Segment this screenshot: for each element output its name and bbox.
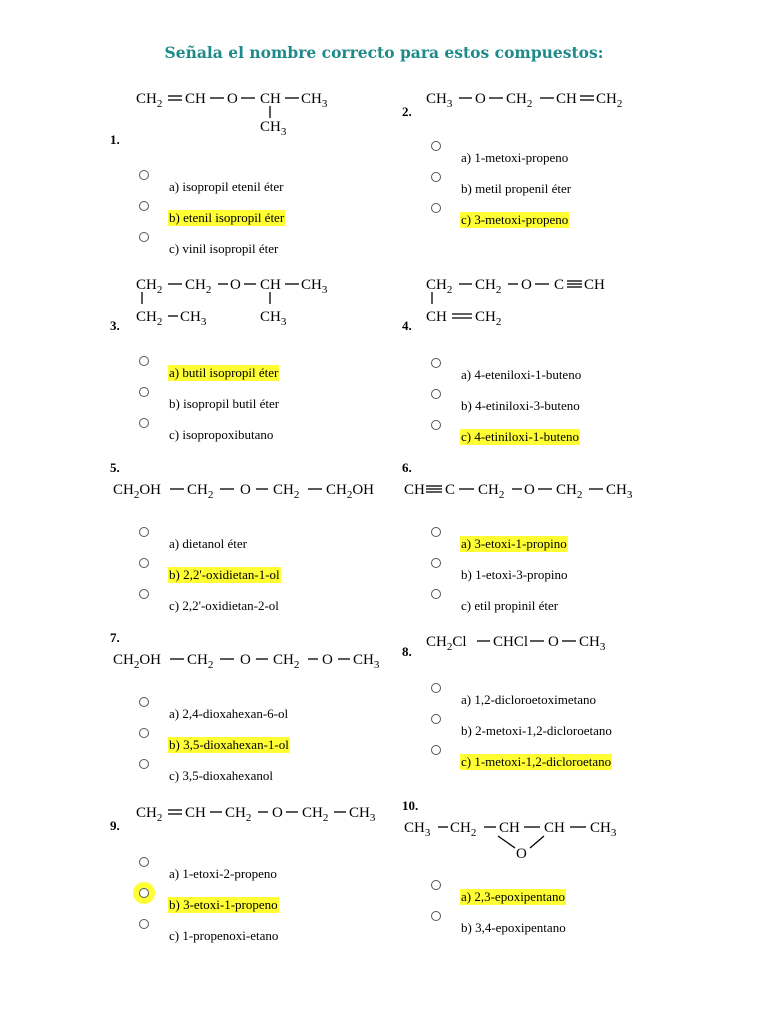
option-label: b) 2-metoxi-1,2-dicloroetano xyxy=(461,723,612,738)
radio-button[interactable] xyxy=(139,759,149,769)
radio-button[interactable] xyxy=(431,683,441,693)
svg-text:CH2: $CH_2$ xyxy=(225,805,252,824)
option-label: b) 3-etoxi-1-propeno xyxy=(169,897,278,912)
chemical-formula xyxy=(402,628,642,658)
svg-text:C: C xyxy=(445,482,456,498)
radio-button[interactable] xyxy=(431,203,441,213)
svg-text:O: O xyxy=(240,482,251,498)
option-c[interactable] xyxy=(402,420,702,451)
svg-text:CH2OH: $CH_2OH$ xyxy=(326,482,375,501)
option-label: c) 3,5-dioxahexanol xyxy=(169,768,273,783)
option-b[interactable] xyxy=(110,387,410,418)
radio-button[interactable] xyxy=(431,389,441,399)
svg-text:CH: CH xyxy=(185,805,206,821)
option-c[interactable] xyxy=(110,589,410,620)
option-b[interactable] xyxy=(110,558,410,589)
option-a[interactable] xyxy=(110,356,410,387)
svg-text:O: O xyxy=(240,652,251,668)
chemical-formula xyxy=(402,476,672,516)
svg-text:CH: CH xyxy=(544,820,565,836)
radio-button[interactable] xyxy=(139,589,149,599)
question-1 xyxy=(110,82,440,262)
svg-text:O: O xyxy=(516,846,527,862)
option-label: b) 4-etiniloxi-3-buteno xyxy=(461,398,580,413)
svg-text:CH3: $CH_3$ xyxy=(349,805,376,824)
option-label: b) metil propenil éter xyxy=(461,181,572,196)
option-a[interactable] xyxy=(110,697,410,728)
question-number: 6. xyxy=(402,460,412,475)
option-a[interactable] xyxy=(110,527,410,558)
radio-button[interactable] xyxy=(139,232,149,242)
option-label: b) 3,4-epoxipentano xyxy=(461,920,566,935)
radio-button[interactable] xyxy=(139,418,149,428)
option-label: b) isopropil butil éter xyxy=(169,396,280,411)
chemical-formula xyxy=(110,82,350,142)
question-5 xyxy=(110,458,440,638)
question-8 xyxy=(402,628,732,808)
question-9 xyxy=(110,796,440,976)
chemical-formula xyxy=(110,796,390,832)
radio-button[interactable] xyxy=(431,420,441,430)
radio-button[interactable] xyxy=(431,527,441,537)
svg-text:CH: CH xyxy=(260,91,281,107)
question-number: 2. xyxy=(402,104,412,119)
option-label: b) 3,5-dioxahexan-1-ol xyxy=(169,737,289,752)
option-a[interactable] xyxy=(110,170,410,201)
option-c[interactable] xyxy=(402,745,702,776)
svg-text:O: O xyxy=(272,805,283,821)
svg-text:CH3: $CH_3$ xyxy=(606,482,633,501)
chemical-formula xyxy=(110,476,380,516)
svg-text:CH2: $CH_2$ xyxy=(187,652,214,671)
option-label: a) 4-eteniloxi-1-buteno xyxy=(461,367,582,382)
option-label: c) 1-propenoxi-etano xyxy=(169,928,279,943)
svg-text:O: O xyxy=(230,277,241,293)
option-c[interactable] xyxy=(110,418,410,449)
radio-button[interactable] xyxy=(139,201,149,211)
option-c[interactable] xyxy=(110,919,410,950)
question-number: 1. xyxy=(110,132,120,147)
svg-text:CH: CH xyxy=(426,309,447,325)
svg-text:CH2: $CH_2$ xyxy=(273,482,300,501)
svg-text:CH2: $CH_2$ xyxy=(136,805,163,824)
svg-text:CH3: $CH_3$ xyxy=(590,820,617,839)
svg-text:CH3: $CH_3$ xyxy=(426,91,453,110)
option-c[interactable] xyxy=(110,232,410,263)
radio-button[interactable] xyxy=(431,911,441,921)
option-b[interactable] xyxy=(402,911,702,942)
svg-text:CH2: $CH_2$ xyxy=(136,277,163,296)
question-10 xyxy=(402,796,732,976)
svg-text:CH3: $CH_3$ xyxy=(301,91,328,110)
option-b[interactable] xyxy=(402,714,702,745)
svg-text:O: O xyxy=(524,482,535,498)
svg-text:CH3: $CH_3$ xyxy=(404,820,431,839)
radio-button[interactable] xyxy=(139,356,149,366)
radio-button[interactable] xyxy=(139,558,149,568)
radio-button[interactable] xyxy=(139,170,149,180)
svg-text:CH3: $CH_3$ xyxy=(579,634,606,653)
svg-text:CH2: $CH_2$ xyxy=(187,482,214,501)
svg-text:CH: CH xyxy=(499,820,520,836)
svg-text:CH2: $CH_2$ xyxy=(475,277,502,296)
question-number: 8. xyxy=(402,644,412,659)
option-label: c) 1-metoxi-1,2-dicloroetano xyxy=(461,754,612,769)
radio-button[interactable] xyxy=(431,141,441,151)
option-a[interactable] xyxy=(402,880,702,911)
page-title: Señala el nombre correcto para estos compuestos: xyxy=(164,43,604,62)
question-3 xyxy=(110,268,440,448)
question-7 xyxy=(110,628,440,808)
option-label: c) vinil isopropil éter xyxy=(169,241,279,256)
chemical-formula xyxy=(110,646,400,686)
option-label: a) isopropil etenil éter xyxy=(169,179,284,194)
svg-text:CH3: $CH_3$ xyxy=(353,652,380,671)
radio-button[interactable] xyxy=(431,589,441,599)
svg-text:CH2Cl: $CH_2Cl$ xyxy=(426,634,467,653)
svg-text:CH: CH xyxy=(185,91,206,107)
svg-text:CH2: $CH_2$ xyxy=(506,91,533,110)
svg-text:O: O xyxy=(475,91,486,107)
svg-text:O: O xyxy=(227,91,238,107)
svg-text:CH2: $CH_2$ xyxy=(450,820,477,839)
svg-text:O: O xyxy=(322,652,333,668)
svg-text:CH3: $CH_3$ xyxy=(301,277,328,296)
option-a[interactable] xyxy=(402,141,702,172)
question-4 xyxy=(402,268,732,448)
radio-button[interactable] xyxy=(139,697,149,707)
svg-text:CH2: $CH_2$ xyxy=(426,277,453,296)
svg-text:O: O xyxy=(548,634,559,650)
option-label: a) butil isopropil éter xyxy=(169,365,279,380)
svg-text:C: C xyxy=(554,277,565,293)
svg-text:CH: CH xyxy=(260,277,281,293)
option-b[interactable] xyxy=(402,558,702,589)
option-a[interactable] xyxy=(110,857,410,888)
radio-button[interactable] xyxy=(431,358,441,368)
question-2 xyxy=(402,82,732,262)
question-number: 9. xyxy=(110,818,120,833)
option-label: b) 2,2'-oxidietan-1-ol xyxy=(169,567,280,582)
svg-text:CH3: $CH_3$ xyxy=(260,309,287,328)
question-number: 5. xyxy=(110,460,120,475)
option-b[interactable] xyxy=(110,728,410,759)
option-c[interactable] xyxy=(402,203,702,234)
svg-text:CH2: $CH_2$ xyxy=(596,91,623,110)
radio-button[interactable] xyxy=(139,857,149,867)
option-label: b) 1-etoxi-3-propino xyxy=(461,567,568,582)
question-6 xyxy=(402,458,732,638)
svg-text:CH: CH xyxy=(404,482,425,498)
svg-text:CH2: $CH_2$ xyxy=(136,91,163,110)
option-label: c) isopropoxibutano xyxy=(169,427,274,442)
option-label: a) dietanol éter xyxy=(169,536,247,551)
option-label: a) 1,2-dicloroetoximetano xyxy=(461,692,597,707)
chemical-formula xyxy=(402,268,642,328)
radio-button[interactable] xyxy=(139,888,149,898)
radio-button[interactable] xyxy=(139,728,149,738)
chemical-formula xyxy=(402,814,672,876)
svg-text:CH2: $CH_2$ xyxy=(478,482,505,501)
option-label: c) 2,2'-oxidietan-2-ol xyxy=(169,598,279,613)
svg-text:O: O xyxy=(521,277,532,293)
option-b[interactable] xyxy=(110,201,410,232)
question-number: 4. xyxy=(402,318,412,333)
svg-text:CH3: $CH_3$ xyxy=(180,309,207,328)
svg-text:CHCl: CHCl xyxy=(493,634,529,650)
option-label: a) 2,3-epoxipentano xyxy=(461,889,565,904)
svg-text:CH2: $CH_2$ xyxy=(556,482,583,501)
radio-button[interactable] xyxy=(431,714,441,724)
option-a[interactable] xyxy=(402,527,702,558)
option-a[interactable] xyxy=(402,358,702,389)
option-label: b) etenil isopropil éter xyxy=(169,210,285,225)
svg-text:CH2OH: $CH_2OH$ xyxy=(113,652,162,671)
svg-text:CH2: $CH_2$ xyxy=(475,309,502,328)
svg-text:CH2: $CH_2$ xyxy=(273,652,300,671)
svg-text:CH: CH xyxy=(556,91,577,107)
radio-button[interactable] xyxy=(431,880,441,890)
option-c[interactable] xyxy=(402,589,702,620)
question-number: 10. xyxy=(402,798,419,813)
option-b[interactable] xyxy=(402,172,702,203)
question-number: 7. xyxy=(110,630,120,645)
option-label: a) 1-metoxi-propeno xyxy=(461,150,569,165)
option-label: c) 4-etiniloxi-1-buteno xyxy=(461,429,580,444)
radio-button[interactable] xyxy=(139,919,149,929)
question-number: 3. xyxy=(110,318,120,333)
radio-button[interactable] xyxy=(139,387,149,397)
svg-text:CH2: $CH_2$ xyxy=(302,805,329,824)
svg-text:CH2: $CH_2$ xyxy=(185,277,212,296)
radio-button[interactable] xyxy=(139,527,149,537)
svg-text:CH3: $CH_3$ xyxy=(260,119,287,138)
chemical-formula xyxy=(402,82,642,122)
option-label: a) 3-etoxi-1-propino xyxy=(461,536,567,551)
option-a[interactable] xyxy=(402,683,702,714)
svg-text:CH: CH xyxy=(584,277,605,293)
svg-text:CH2: $CH_2$ xyxy=(136,309,163,328)
radio-button[interactable] xyxy=(431,558,441,568)
option-c[interactable] xyxy=(110,759,410,790)
option-label: c) etil propinil éter xyxy=(461,598,559,613)
option-b[interactable] xyxy=(402,389,702,420)
option-label: c) 3-metoxi-propeno xyxy=(461,212,569,227)
chemical-formula xyxy=(110,268,350,328)
svg-text:CH2OH: $CH_2OH$ xyxy=(113,482,162,501)
radio-button[interactable] xyxy=(431,172,441,182)
option-label: a) 1-etoxi-2-propeno xyxy=(169,866,277,881)
radio-button[interactable] xyxy=(431,745,441,755)
option-b[interactable] xyxy=(110,888,410,919)
option-label: a) 2,4-dioxahexan-6-ol xyxy=(169,706,289,721)
